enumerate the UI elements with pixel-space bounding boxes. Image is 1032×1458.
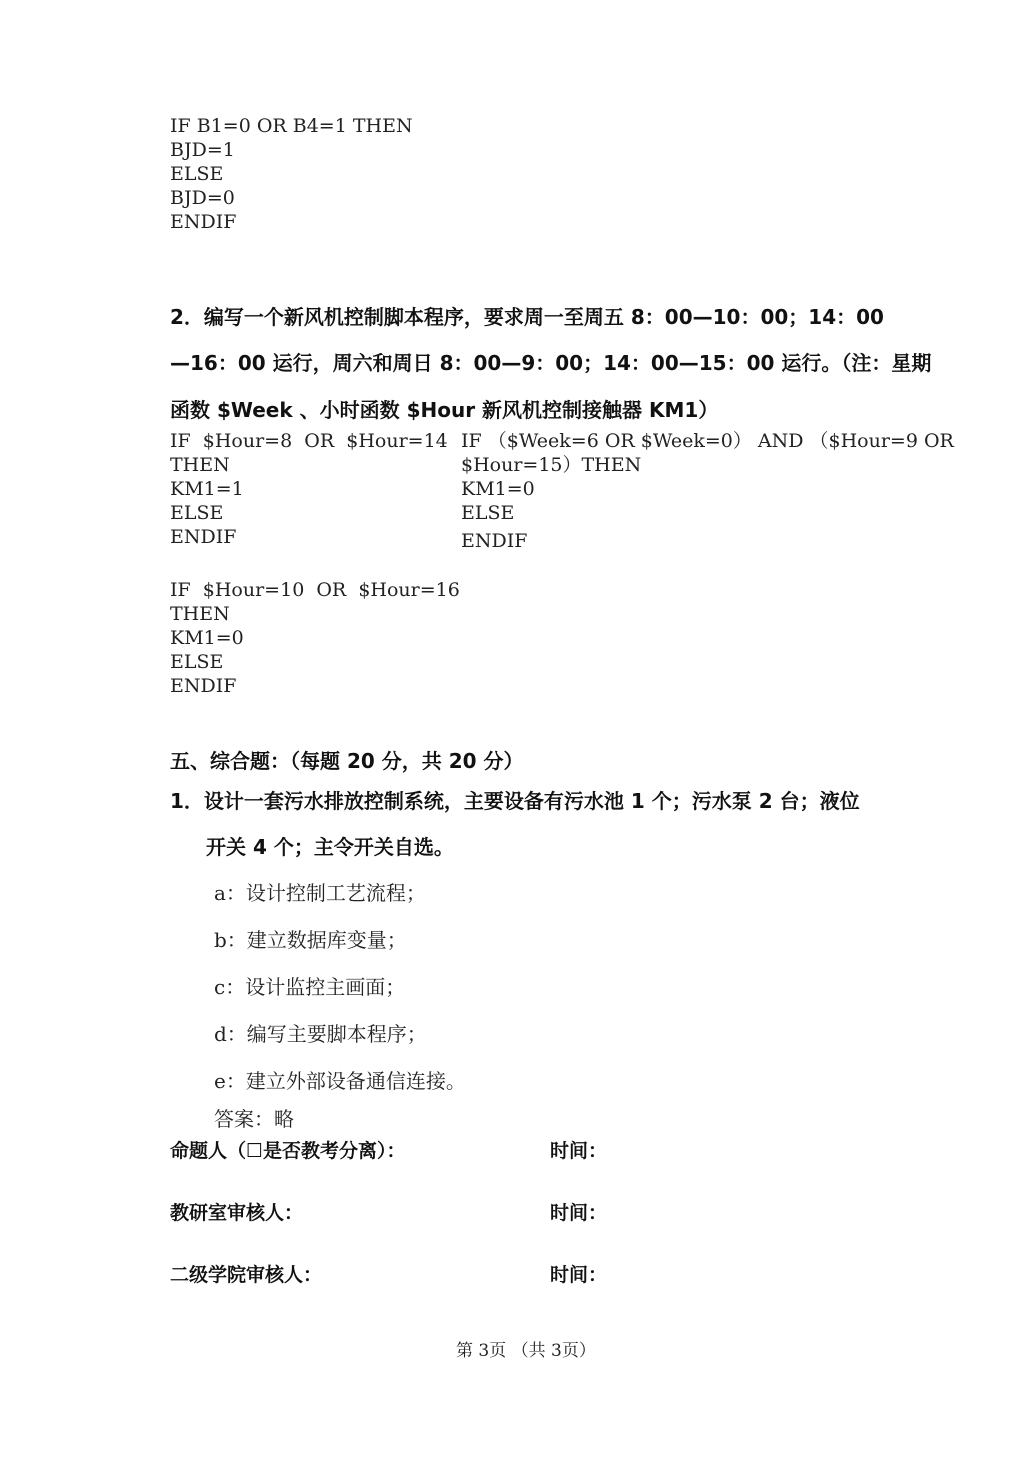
task-item-e: e：建立外部设备通信连接。 bbox=[214, 1069, 466, 1093]
code-line: KM1=1 bbox=[170, 478, 244, 500]
code-right-block bbox=[461, 429, 954, 553]
code-line: ENDIF bbox=[170, 675, 237, 697]
page-number: 第 3页 （共 3页） bbox=[456, 1341, 596, 1361]
code-line: ENDIF bbox=[170, 526, 237, 548]
code-line: IF （$Week=6 OR $Week=0） AND （$Hour=9 OR bbox=[461, 430, 954, 452]
task-item-a: a：设计控制工艺流程； bbox=[214, 881, 426, 905]
code-line: THEN bbox=[170, 603, 230, 625]
code-line: BJD=1 bbox=[170, 139, 235, 161]
task-item-b: b：建立数据库变量； bbox=[214, 928, 407, 952]
code-left-block-2 bbox=[170, 578, 460, 698]
code-left-block-1 bbox=[170, 429, 448, 549]
code-line: ELSE bbox=[170, 163, 224, 185]
question-2-line-1: 2．编写一个新风机控制脚本程序，要求周一至周五 8：00—10：00；14：00 bbox=[170, 305, 884, 329]
code-line: $Hour=15）THEN bbox=[461, 454, 642, 476]
code-line: KM1=0 bbox=[170, 627, 244, 649]
section-5-question-1-line-2: 开关 4 个；主令开关自选。 bbox=[206, 835, 454, 859]
proposer-label: 命题人（☐是否教考分离）： bbox=[170, 1140, 406, 1162]
section-5-title: 五、综合题：（每题 20 分，共 20 分） bbox=[170, 749, 524, 773]
code-line: ENDIF bbox=[170, 211, 237, 233]
code-line: ELSE bbox=[461, 502, 515, 524]
question-2-line-3: 函数 $Week 、小时函数 $Hour 新风机控制接触器 KM1） bbox=[170, 398, 719, 422]
code-line: ELSE bbox=[170, 651, 224, 673]
code-line: IF $Hour=10 OR $Hour=16 bbox=[170, 579, 460, 601]
college-time-label: 时间： bbox=[550, 1264, 608, 1286]
code-line: IF $Hour=8 OR $Hour=14 bbox=[170, 430, 448, 452]
code-line: IF B1=0 OR B4=1 THEN bbox=[170, 115, 413, 137]
answer-text: 答案：略 bbox=[214, 1107, 294, 1131]
code-line: BJD=0 bbox=[170, 187, 235, 209]
reviewer-time-label: 时间： bbox=[550, 1202, 608, 1224]
section-5-question-1-line-1: 1．设计一套污水排放控制系统，主要设备有污水池 1 个；污水泵 2 台；液位 bbox=[170, 789, 860, 813]
reviewer-label: 教研室审核人： bbox=[170, 1202, 304, 1224]
code-block-1 bbox=[170, 114, 413, 234]
college-reviewer-label: 二级学院审核人： bbox=[170, 1264, 323, 1286]
code-line: KM1=0 bbox=[461, 478, 535, 500]
code-line: ELSE bbox=[170, 502, 224, 524]
question-2-line-2: —16：00 运行，周六和周日 8：00—9：00；14：00—15：00 运行。（注：星期 bbox=[170, 351, 932, 375]
proposer-time-label: 时间： bbox=[550, 1140, 608, 1162]
task-item-c: c：设计监控主画面； bbox=[214, 975, 406, 999]
code-line: ENDIF bbox=[461, 530, 528, 552]
task-item-d: d：编写主要脚本程序； bbox=[214, 1022, 427, 1046]
code-line: THEN bbox=[170, 454, 230, 476]
